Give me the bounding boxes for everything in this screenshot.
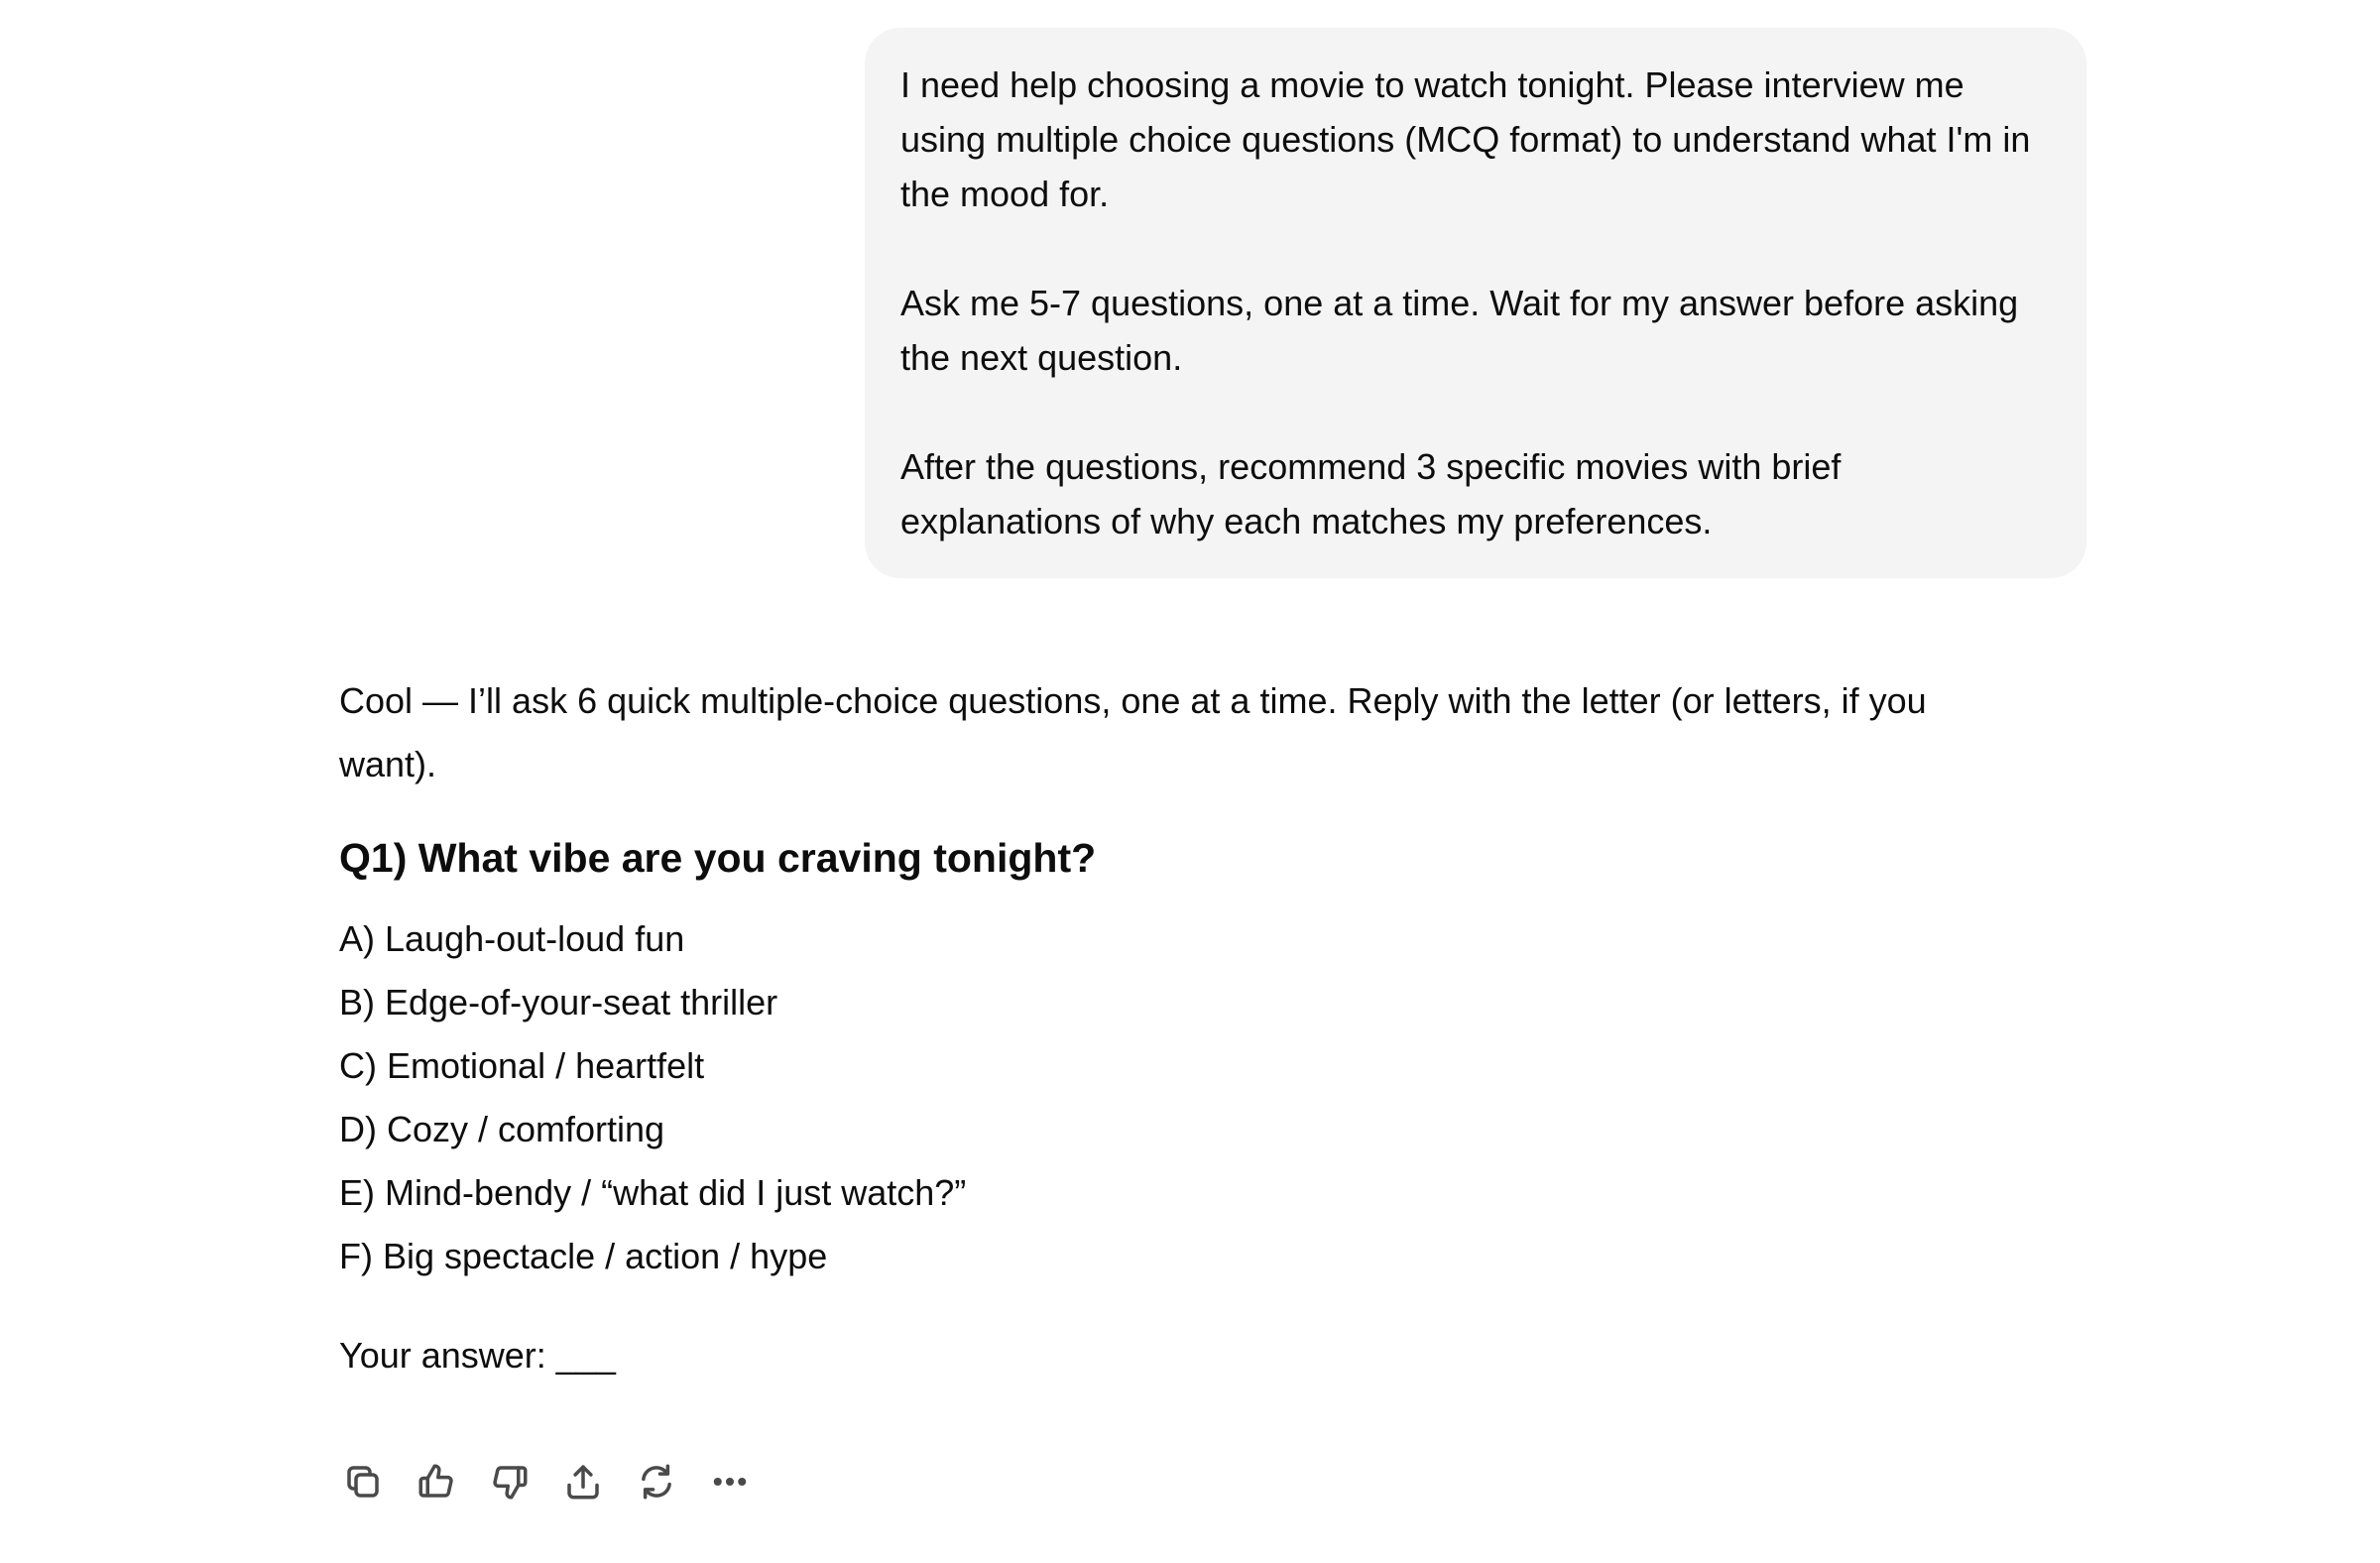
assistant-message <box>339 669 2025 1387</box>
assistant-intro: Cool — I’ll ask 6 quick multiple-choice questions, one at a time. Reply with the letter (or letters, if you want). <box>339 680 1927 784</box>
share-icon <box>562 1461 604 1503</box>
thumbs-up-icon <box>416 1461 457 1503</box>
share-button[interactable] <box>555 1454 611 1509</box>
regenerate-button[interactable] <box>629 1454 684 1509</box>
copy-icon <box>342 1461 384 1503</box>
user-message-paragraph-1: I need help choosing a movie to watch tonight. Please interview me using multiple choice questions (MCQ format) to understand what I'm in the mood for. <box>900 64 2031 214</box>
thumbs-down-button[interactable] <box>482 1454 537 1509</box>
option-b: B) Edge-of-your-seat thriller <box>339 982 778 1022</box>
question-heading: Q1) What vibe are you craving tonight? <box>339 835 1097 881</box>
copy-button[interactable] <box>335 1454 391 1509</box>
thumbs-down-icon <box>489 1461 531 1503</box>
option-c: C) Emotional / heartfelt <box>339 1045 705 1086</box>
regenerate-icon <box>636 1461 677 1503</box>
option-d: D) Cozy / comforting <box>339 1109 665 1149</box>
options-list <box>339 907 2025 1288</box>
user-message-bubble <box>865 28 2086 578</box>
user-message-paragraph-2: Ask me 5-7 questions, one at a time. Wait for my answer before asking the next question. <box>900 283 2019 378</box>
answer-prompt: Your answer: ___ <box>339 1335 616 1376</box>
option-f: F) Big spectacle / action / hype <box>339 1236 828 1276</box>
option-a: A) Laugh-out-loud fun <box>339 918 685 959</box>
more-button[interactable] <box>702 1454 758 1509</box>
message-actions <box>335 1454 758 1509</box>
more-icon <box>709 1461 751 1503</box>
option-e: E) Mind-bendy / “what did I just watch?” <box>339 1172 967 1213</box>
thumbs-up-button[interactable] <box>409 1454 464 1509</box>
user-message-paragraph-3: After the questions, recommend 3 specific movies with brief explanations of why each matches my preferences. <box>900 446 1842 541</box>
